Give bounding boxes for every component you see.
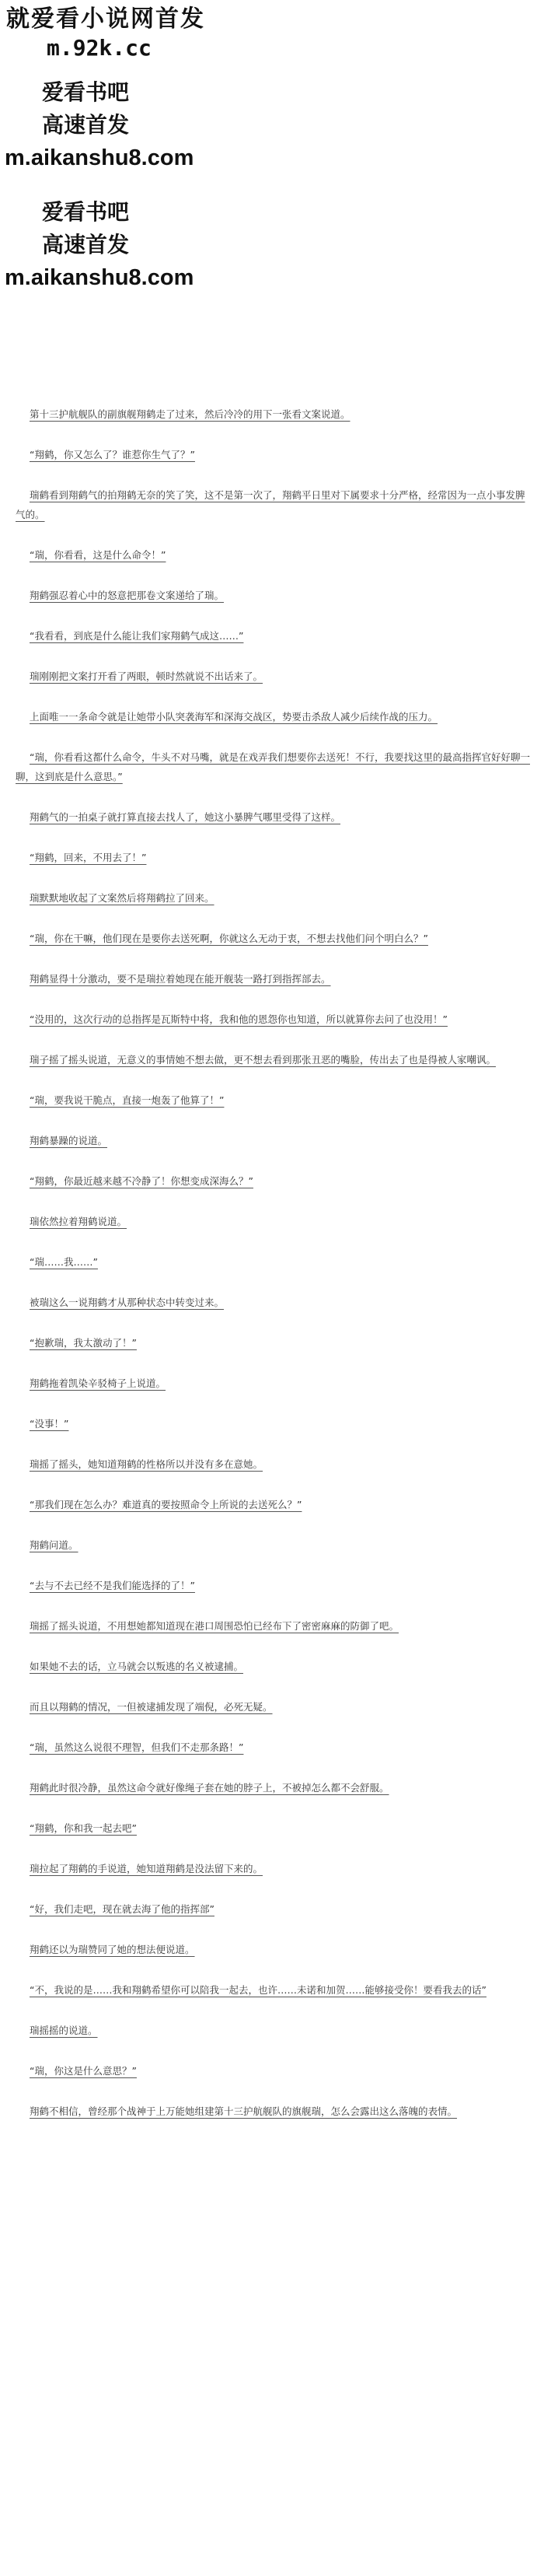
story-paragraph: 翔鹤不相信，曾经那个战神于上万能她组建第十三护航舰队的旗舰瑞，怎么会露出这么落魄的表情。 <box>30 2105 458 2117</box>
story-paragraph: 翔鹤问道。 <box>30 1539 78 1551</box>
story-paragraph: 翔鹤气的一拍桌子就打算直接去找人了，她这小暴脾气哪里受得了这样。 <box>30 811 341 823</box>
story-paragraph: “好，我们走吧，现在就去海了他的指挥部” <box>30 1903 214 1915</box>
story-paragraph: “没用的，这次行动的总指挥是瓦斯特中将，我和他的恩怨你也知道，所以就算你去问了也没用！” <box>30 1013 448 1025</box>
ad-title: 爱看书吧 <box>42 80 130 104</box>
story-paragraph: 被瑞这么一说翔鹤才从那种状态中转变过来。 <box>30 1297 225 1308</box>
story-paragraph: 翔鹤强忍着心中的怒意把那卷文案递给了瑞。 <box>30 590 225 601</box>
story-paragraph: 瑞摇了摇头，她知道翔鹤的性格所以并没有多在意她。 <box>30 1458 263 1470</box>
story-paragraph: “那我们现在怎么办？难道真的要按照命令上所说的去送死么？” <box>30 1499 302 1510</box>
story-paragraph: 瑞鹤看到翔鹤气的拍翔鹤无奈的笑了笑，这不是第一次了，翔鹤平日里对下属要求十分严格，经常因为一点小事发脾气的。 <box>16 489 525 520</box>
site-header <box>0 0 544 62</box>
ad-block[interactable] <box>0 196 544 294</box>
story-paragraph: 翔鹤还以为瑞赞同了她的想法便说道。 <box>30 1944 195 1955</box>
story-paragraph: “翔鹤，回来，不用去了！” <box>30 852 147 863</box>
story-paragraph: 瑞摇摇的说道。 <box>30 2025 98 2036</box>
story-paragraph: 瑞摇了摇头说道，不用想她都知道现在港口周围恐怕已经布下了密密麻麻的防御了吧。 <box>30 1620 399 1632</box>
ad-block[interactable] <box>0 76 544 174</box>
story-paragraph: “翔鹤，你最近越来越不冷静了！你想变成深海么？” <box>30 1175 253 1187</box>
story-paragraph: 而且以翔鹤的情况，一但被逮捕发现了端倪，必死无疑。 <box>30 1701 273 1713</box>
story-paragraph: “瑞，虽然这么说很不理智，但我们不走那条路！” <box>30 1741 244 1753</box>
site-url[interactable]: m.92k.cc <box>47 35 152 61</box>
story-paragraph: “抱歉瑞，我太激动了！” <box>30 1337 137 1349</box>
story-paragraph: 瑞依然拉着翔鹤说道。 <box>30 1216 127 1227</box>
story-paragraph: “翔鹤，你和我一起去吧” <box>30 1822 137 1834</box>
story-paragraph: “瑞……我……” <box>30 1256 98 1268</box>
story-paragraph: “翔鹤，你又怎么了？谁惹你生气了？” <box>30 449 195 460</box>
story-paragraph: “去与不去已经不是我们能选择的了！” <box>30 1580 195 1591</box>
story-paragraph: “没事！” <box>30 1418 69 1430</box>
site-name: 就爱看小说网首发 <box>6 5 205 33</box>
story-paragraph: “瑞，你看看这都什么命令，牛头不对马嘴，就是在戏弄我们想要你去送死！不行，我要找这里的最高指挥官好好聊一聊，这到底是什么意思。” <box>16 751 530 782</box>
story-paragraph: 瑞默默地收起了文案然后将翔鹤拉了回来。 <box>30 892 214 904</box>
story-paragraph: 瑞刚刚把文案打开看了两眼，顿时然就说不出话来了。 <box>30 670 263 682</box>
ad-title: 爱看书吧 <box>42 200 130 224</box>
story-paragraph: “我看看，到底是什么能让我们家翔鹤气成这……” <box>30 630 244 642</box>
ad-url[interactable]: m.aikanshu8.com <box>5 265 194 290</box>
story-paragraph: “瑞，你这是什么意思？” <box>30 2065 137 2077</box>
story-paragraph: 瑞子摇了摇头说道，无意义的事情她不想去做，更不想去看到那张丑恶的嘴脸，传出去了也是得被人家嘲讽。 <box>30 1054 497 1066</box>
story-paragraph: 翔鹤拖着凯染辛驳椅子上说道。 <box>30 1377 166 1389</box>
story-text <box>16 404 532 2142</box>
story-paragraph: 如果她不去的话，立马就会以叛逃的名义被逮捕。 <box>30 1661 244 1672</box>
story-paragraph: “瑞，要我说干脆点，直接一炮轰了他算了！” <box>30 1094 225 1106</box>
story-paragraph: “不，我说的是……我和翔鹤希望你可以陪我一起去，也许……未诺和加贺……能够接受你！要看我去的话” <box>30 1984 486 1996</box>
story-paragraph: 上面唯一一条命令就是让她带小队突袭海军和深海交战区，势要击杀敌人减少后续作战的压力。 <box>30 711 438 723</box>
story-paragraph: 翔鹤显得十分激动，要不是瑞拉着她现在能开舰装一路打到指挥部去。 <box>30 973 331 985</box>
story-paragraph: 瑞拉起了翔鹤的手说道，她知道翔鹤是没法留下来的。 <box>30 1863 263 1874</box>
story-paragraph: “瑞，你看看，这是什么命令！” <box>30 549 166 561</box>
story-paragraph: 翔鹤暴躁的说道。 <box>30 1135 108 1146</box>
story-paragraph: “瑞，你在干嘛，他们现在是要你去送死啊，你就这么无动于衷，不想去找他们问个明白么？” <box>30 933 428 944</box>
ad-slogan: 高速首发 <box>42 233 130 257</box>
story-paragraph: 第十三护航舰队的副旗舰翔鹤走了过来，然后冷冷的用下一张看文案说道。 <box>30 408 350 420</box>
story-paragraph: 翔鹤此时很冷静，虽然这命令就好像绳子套在她的脖子上，不被掉怎么都不会舒服。 <box>30 1782 389 1794</box>
ad-url[interactable]: m.aikanshu8.com <box>5 145 194 170</box>
ad-slogan: 高速首发 <box>42 113 130 137</box>
